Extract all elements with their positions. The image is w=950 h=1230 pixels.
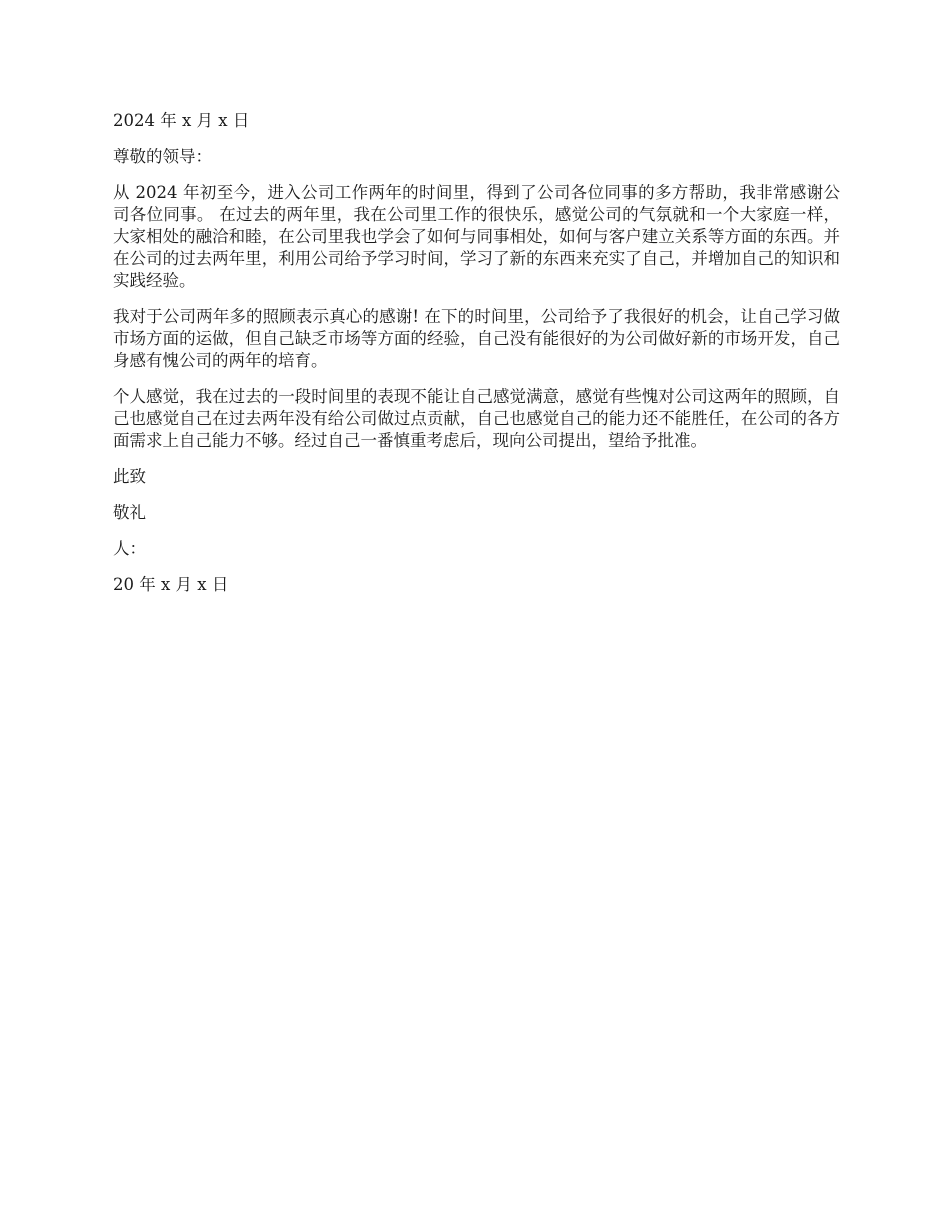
letter-paragraph-3: 个人感觉，我在过去的一段时间里的表现不能让自己感觉满意，感觉有些愧对公司这两年的照顾，自己也感觉自己在过去两年没有给公司做过点贡献，自己也感觉自己的能力还不能胜任，在公司的各方面需求上自己能力不够。经过自己一番慎重考虑后，现向公司提出，望给予批准。 (113, 387, 840, 450)
letter-closing-ci-zhi: 此致 (113, 467, 146, 486)
letter-body (113, 110, 840, 610)
letter-salutation: 尊敬的领导： (113, 147, 212, 166)
letter-date: 2024 年 x 月 x 日 (113, 111, 250, 130)
letter-closing-jing-li: 敬礼 (113, 503, 146, 522)
letter-paragraph-1: 从 2024 年初至今，进入公司工作两年的时间里，得到了公司各位同事的多方帮助，我非常感谢公司各位同事。 在过去的两年里，我在公司里工作的很快乐，感觉公司的气氛就和一个大家庭一样，大家相处的融洽和睦，在公司里我也学会了如何与同事相处，如何与客户建立关系等方面的东西。并在公司的过去两年里，利用公司给予学习时间，学习了新的东西来充实了自己，并增加自己的知识和实践经验。 (113, 183, 840, 290)
letter-paragraph-2: 我对于公司两年多的照顾表示真心的感谢! 在下的时间里，公司给予了我很好的机会，让自己学习做市场方面的运做，但自己缺乏市场等方面的经验，自己没有能很好的为公司做好新的市场开发，自己身感有愧公司的两年的培育。 (113, 307, 840, 370)
letter-signature-date: 20 年 x 月 x 日 (113, 575, 229, 594)
letter-signature-label: 人： (113, 539, 146, 558)
